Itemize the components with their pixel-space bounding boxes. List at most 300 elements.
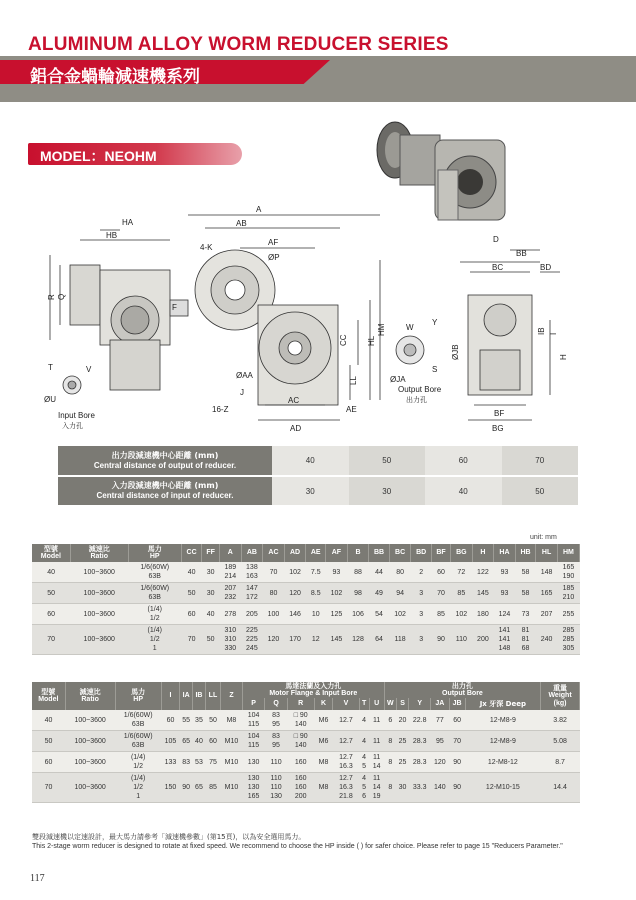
cell-line: □ 90 — [293, 733, 308, 740]
input-bore-label: Input Bore — [58, 411, 95, 420]
cell-line: 1/6(60W) — [123, 733, 153, 740]
table-cell — [115, 752, 161, 773]
table-cell: 40 — [32, 710, 65, 731]
table-cell: 170 — [284, 625, 306, 655]
table-cell — [333, 710, 359, 731]
cell-line: 95 — [272, 721, 280, 728]
table-cell — [287, 752, 314, 773]
dim-bb: BB — [516, 249, 527, 258]
dim-hb: HB — [106, 231, 118, 240]
cell-line: 95 — [272, 742, 280, 749]
input-bore-label-zh: 入力孔 — [62, 422, 83, 430]
table-row — [32, 773, 580, 803]
col-ia: IA — [180, 682, 193, 710]
col-model: 型號 Model — [32, 682, 65, 710]
cell-line: 1/6(60W) — [140, 564, 170, 571]
table-cell: 120 — [284, 583, 306, 604]
table-cell: 122 — [472, 562, 494, 583]
table-cell: 105 — [161, 731, 180, 752]
table-cell: 70 — [32, 773, 65, 803]
table-cell: 6 — [384, 710, 396, 731]
cell-line: 4 — [362, 775, 367, 782]
dimension-table — [32, 544, 580, 655]
table-cell: 102 — [451, 604, 473, 625]
column-header: HA — [494, 544, 516, 562]
table-cell: 40 — [202, 604, 220, 625]
cell-line: 148 — [498, 645, 511, 652]
cell-line: 160 — [294, 784, 307, 791]
dim-hm: HM — [377, 323, 386, 336]
table-cell — [359, 710, 369, 731]
table-cell: 55 — [180, 710, 193, 731]
table-cell — [128, 604, 181, 625]
table-cell: 8.7 — [541, 752, 580, 773]
cell-line: 81 — [521, 636, 530, 643]
table-cell: 50 — [32, 731, 65, 752]
table-cell: 128 — [347, 625, 369, 655]
table-cell: 40 — [181, 562, 202, 583]
side-view-drawing — [50, 230, 188, 394]
cell-line: 210 — [562, 594, 575, 601]
cell-line: 214 — [224, 573, 237, 580]
dim-v: V — [86, 365, 92, 374]
table-cell — [220, 562, 242, 583]
cell-line: 140 — [294, 721, 307, 728]
table-cell: 100~3600 — [70, 625, 128, 655]
cell-line: 12.7 — [339, 716, 353, 724]
table-cell: 44 — [369, 562, 390, 583]
table-cell: 40 — [272, 446, 349, 476]
table-cell: 80 — [263, 583, 285, 604]
table-cell: 12-M8-12 — [465, 752, 541, 773]
cell-line: (1/4) — [147, 606, 162, 613]
cell-line: 285 — [562, 627, 575, 634]
cell-line: 5 — [362, 784, 367, 791]
table-cell — [242, 773, 264, 803]
cell-line: 12.7 — [339, 737, 353, 745]
dim-w: W — [406, 323, 414, 332]
table-cell: 148 — [536, 562, 558, 583]
cell-line: 1 — [136, 793, 141, 800]
table-cell: 8 — [384, 731, 396, 752]
table-cell: 49 — [369, 583, 390, 604]
column-header: S — [396, 698, 408, 710]
table-cell: 64 — [369, 625, 390, 655]
table-cell — [369, 710, 384, 731]
column-header: HB — [515, 544, 536, 562]
col-z: Z — [221, 682, 243, 710]
table-row — [32, 625, 580, 655]
table-cell: 207 — [536, 604, 558, 625]
table-cell: 50 — [202, 625, 220, 655]
table-cell: 73 — [515, 604, 536, 625]
table-cell: 30 — [272, 476, 349, 506]
table-cell — [557, 562, 579, 583]
table-cell: 3.82 — [541, 710, 580, 731]
unit-label: unit: mm — [530, 534, 557, 541]
table-cell — [241, 604, 263, 625]
table-cell: 7.5 — [306, 562, 326, 583]
table-cell: M10 — [221, 752, 243, 773]
column-header: JA — [431, 698, 450, 710]
table-cell: 30 — [349, 476, 426, 506]
column-header: Y — [409, 698, 431, 710]
table-cell — [242, 710, 264, 731]
table-cell: 3 — [411, 625, 432, 655]
cell-line: 6 — [362, 793, 367, 800]
input-label-zh: 入力段減速機中心距離 (mm) — [111, 481, 219, 490]
column-header: AF — [326, 544, 348, 562]
table-cell — [265, 731, 287, 752]
table-cell: 145 — [472, 583, 494, 604]
dim-ha: HA — [122, 218, 134, 227]
table-cell — [333, 773, 359, 803]
series-subtitle: 鋁合金蝸輪減速機系列 — [30, 67, 200, 87]
cell-line: 63B — [131, 742, 145, 749]
table-cell: 118 — [389, 625, 411, 655]
page-header — [0, 0, 636, 102]
cell-line: 225 — [246, 636, 258, 643]
table-cell: 106 — [347, 604, 369, 625]
table-cell — [359, 773, 369, 803]
table-cell — [265, 773, 287, 803]
table-cell: M8 — [221, 710, 243, 731]
column-header: U — [369, 698, 384, 710]
table-cell — [220, 583, 242, 604]
dim-bf: BF — [494, 409, 505, 418]
cell-line: 245 — [246, 645, 258, 652]
table-cell: 120 — [431, 752, 450, 773]
col-i: I — [161, 682, 180, 710]
cell-line: 200 — [294, 793, 307, 800]
cell-line: 172 — [246, 594, 258, 601]
column-header: HL — [536, 544, 558, 562]
dim-4k: 4-K — [200, 243, 213, 252]
table-cell — [220, 604, 242, 625]
column-header: Q — [265, 698, 287, 710]
column-header: FF — [202, 544, 220, 562]
dim-hl: HL — [367, 335, 376, 346]
table-row — [32, 562, 580, 583]
table-cell: 8.5 — [306, 583, 326, 604]
table-cell: 30 — [202, 583, 220, 604]
table-cell: 200 — [472, 625, 494, 655]
table-cell: 3 — [411, 583, 432, 604]
table-cell: 58 — [515, 583, 536, 604]
table-cell: 12-M8-9 — [465, 731, 541, 752]
table-cell: 50 — [349, 446, 426, 476]
table-cell: 83 — [180, 752, 193, 773]
table-cell: 145 — [326, 625, 348, 655]
output-label-en: Central distance of output of reducer. — [93, 460, 237, 470]
cell-line: 83 — [272, 712, 280, 719]
table-row — [32, 752, 580, 773]
table-cell: 12 — [306, 625, 326, 655]
table-cell: 102 — [326, 583, 348, 604]
table-cell: 33.3 — [409, 773, 431, 803]
table-cell: 40 — [32, 562, 70, 583]
table-cell: 240 — [536, 625, 558, 655]
table-cell: 60 — [161, 710, 180, 731]
table-cell: 90 — [449, 752, 465, 773]
dim-bc: BC — [492, 263, 504, 272]
cell-line: 141 — [498, 636, 511, 643]
dim-s: S — [432, 365, 438, 374]
column-header: HM — [557, 544, 579, 562]
cell-line: 163 — [246, 573, 258, 580]
table-cell: 77 — [431, 710, 450, 731]
cell-line: 63B — [131, 721, 145, 728]
column-header: P — [242, 698, 264, 710]
table-cell: 150 — [161, 773, 180, 803]
page-number: 117 — [30, 873, 45, 884]
table-cell: 40 — [425, 476, 502, 506]
table-cell — [128, 562, 181, 583]
column-header: T — [359, 698, 369, 710]
table-cell: 70 — [181, 625, 202, 655]
table-cell: M6 — [314, 710, 333, 731]
cell-line: 4 — [362, 737, 367, 745]
footnote-en: This 2-stage worm reducer is designed to rotate at fixed speed. We recommend to choose the HP inside ( ) for safer choice. Please refer to page 15 "Reducers Parameter." — [32, 843, 563, 850]
col-ll: LL — [205, 682, 220, 710]
column-header: CC — [181, 544, 202, 562]
output-bore-label-zh: 出力孔 — [406, 396, 427, 404]
column-header: AB — [241, 544, 263, 562]
cell-line: 63B — [148, 573, 161, 580]
cell-line: 1/2 — [149, 615, 160, 622]
table-cell — [265, 752, 287, 773]
table-cell: 8 — [384, 773, 396, 803]
table-cell: 28.3 — [409, 752, 431, 773]
cell-line: 130 — [270, 793, 282, 800]
column-header: A — [220, 544, 242, 562]
cell-line: (1/4) — [130, 754, 146, 761]
dim-t: T — [48, 363, 53, 372]
column-header: V — [333, 698, 359, 710]
cell-line: 81 — [521, 627, 530, 634]
table-cell: 120 — [263, 625, 285, 655]
dim-q: Q — [57, 293, 66, 300]
table-cell: 35 — [193, 710, 206, 731]
table-cell — [494, 625, 516, 655]
cell-line: 165 — [247, 793, 260, 800]
column-header: AD — [284, 544, 306, 562]
cell-line: 110 — [270, 758, 282, 766]
cell-line: 185 — [562, 585, 575, 592]
table-cell: 85 — [205, 773, 220, 803]
table-cell — [242, 752, 264, 773]
column-header: BG — [451, 544, 473, 562]
footnote-zh: 雙段減速機以定速設計，最大馬力請參考「減速機參數」(第15頁)，以為安全選用馬力。 — [32, 833, 306, 841]
cell-line: 278 — [224, 610, 237, 618]
dim-phi-ja: ØJA — [390, 375, 406, 384]
dim-ac: AC — [288, 396, 300, 405]
cell-line: 310 — [224, 636, 237, 643]
cell-line: 310 — [224, 627, 237, 634]
cell-line: 110 — [270, 784, 282, 791]
cell-line: 110 — [270, 775, 282, 782]
table-cell: 100~3600 — [65, 752, 115, 773]
cell-line: 12.7 — [339, 775, 353, 782]
table-row — [58, 446, 578, 476]
table-cell: 100 — [263, 604, 285, 625]
table-header-row — [32, 544, 580, 562]
dim-j: J — [240, 388, 244, 397]
cell-line: 255 — [562, 610, 575, 618]
cell-line: 232 — [224, 594, 237, 601]
product-photo — [377, 122, 505, 220]
dim-y: Y — [432, 318, 438, 327]
output-distance-label — [58, 446, 272, 476]
table-header-row — [32, 682, 580, 698]
col-group-output: 出力孔 Output Bore — [384, 682, 540, 698]
table-cell — [242, 731, 264, 752]
table-cell: 50 — [205, 710, 220, 731]
table-cell — [241, 625, 263, 655]
table-cell — [287, 710, 314, 731]
table-cell: 93 — [494, 562, 516, 583]
column-header: 減速比 Ratio — [70, 544, 128, 562]
cell-line: 12.7 — [339, 754, 353, 761]
cell-line: 205 — [246, 610, 258, 618]
table-cell: 72 — [451, 562, 473, 583]
table-cell — [557, 604, 579, 625]
table-cell: M8 — [314, 773, 333, 803]
table-cell: 50 — [181, 583, 202, 604]
cell-line: 63B — [148, 594, 161, 601]
cell-line: 160 — [294, 758, 307, 766]
flange-output-table — [32, 682, 580, 803]
front-view-drawing — [188, 215, 380, 420]
column-header: H — [472, 544, 494, 562]
cell-line: 19 — [372, 793, 381, 800]
dim-ad: AD — [290, 424, 302, 433]
table-cell: 146 — [284, 604, 306, 625]
model-label: MODEL：NEOHM — [40, 148, 157, 164]
footnote — [32, 832, 592, 852]
cell-line: 83 — [272, 733, 280, 740]
table-cell: 14.4 — [541, 773, 580, 803]
table-cell: 94 — [389, 583, 411, 604]
table-cell: 85 — [431, 604, 450, 625]
table-cell: 5.08 — [541, 731, 580, 752]
table-cell — [333, 731, 359, 752]
table-cell: 40 — [193, 731, 206, 752]
cell-line: 104 — [247, 712, 260, 719]
table-cell: 93 — [326, 562, 348, 583]
table-cell: 65 — [180, 731, 193, 752]
series-title: ALUMINUM ALLOY WORM REDUCER SERIES — [28, 34, 449, 55]
cell-line: (1/4) — [130, 775, 146, 782]
table-cell: 70 — [431, 583, 450, 604]
table-cell — [115, 773, 161, 803]
input-label-en: Central distance of input of reducer. — [96, 491, 234, 500]
table-cell: 102 — [284, 562, 306, 583]
table-cell — [557, 625, 579, 655]
cell-line: 1 — [152, 645, 157, 652]
table-cell: 90 — [180, 773, 193, 803]
table-row — [32, 604, 580, 625]
cell-line: 147 — [246, 585, 258, 592]
table-cell — [333, 752, 359, 773]
output-bore-label: Output Bore — [398, 385, 442, 394]
table-cell: 100~3600 — [70, 583, 128, 604]
table-cell — [115, 710, 161, 731]
dim-phi-jb: ØJB — [451, 344, 460, 360]
table-cell: 100~3600 — [65, 710, 115, 731]
cell-line: 130 — [247, 784, 260, 791]
table-cell: 125 — [326, 604, 348, 625]
column-header: BC — [389, 544, 411, 562]
column-header: BB — [369, 544, 390, 562]
cell-line: □ 90 — [293, 712, 308, 719]
cell-line: 305 — [562, 645, 575, 652]
table-cell: 10 — [306, 604, 326, 625]
table-cell: 65 — [193, 773, 206, 803]
table-cell: 70 — [32, 625, 70, 655]
table-cell: 60 — [449, 710, 465, 731]
dim-16z: 16-Z — [212, 405, 229, 414]
table-cell: M8 — [314, 752, 333, 773]
dim-phi-aa: ØAA — [236, 371, 253, 380]
cell-line: 130 — [247, 758, 260, 766]
cell-line: 11 — [373, 775, 381, 782]
table-cell: 22.8 — [409, 710, 431, 731]
table-cell — [241, 562, 263, 583]
dim-a: A — [256, 205, 262, 214]
table-cell: 25 — [396, 731, 408, 752]
dim-d: D — [493, 235, 499, 244]
column-header: K — [314, 698, 333, 710]
table-cell: 53 — [193, 752, 206, 773]
table-cell: 95 — [431, 731, 450, 752]
table-cell: 20 — [396, 710, 408, 731]
cell-line: 21.8 — [339, 793, 353, 800]
dim-bg: BG — [492, 424, 504, 433]
table-cell: 88 — [347, 562, 369, 583]
table-cell: 100~3600 — [65, 731, 115, 752]
table-cell — [369, 773, 384, 803]
col-hp: 馬力 HP — [115, 682, 161, 710]
col-ratio: 減速比 Ratio — [65, 682, 115, 710]
table-cell: M10 — [221, 773, 243, 803]
table-cell — [128, 625, 181, 655]
cell-line: 225 — [246, 627, 258, 634]
table-cell — [287, 773, 314, 803]
cell-line: 130 — [247, 775, 260, 782]
table-cell: 60 — [205, 731, 220, 752]
cell-line: 14 — [372, 784, 381, 791]
column-header: AE — [306, 544, 326, 562]
column-header: R — [287, 698, 314, 710]
col-ib: IB — [193, 682, 206, 710]
table-cell — [369, 752, 384, 773]
table-cell — [220, 625, 242, 655]
table-row — [58, 476, 578, 506]
table-cell: M6 — [314, 731, 333, 752]
output-label-zh: 出力段減速機中心距離 (mm) — [111, 450, 219, 460]
column-header: Jx 牙深 Deep — [465, 698, 541, 710]
table-cell: 60 — [32, 752, 65, 773]
table-cell: 25 — [396, 752, 408, 773]
table-cell — [515, 625, 536, 655]
table-cell — [115, 731, 161, 752]
table-cell: 80 — [389, 562, 411, 583]
table-cell: 100~3600 — [70, 562, 128, 583]
table-cell: 70 — [502, 446, 579, 476]
table-cell — [265, 710, 287, 731]
table-cell: 98 — [347, 583, 369, 604]
